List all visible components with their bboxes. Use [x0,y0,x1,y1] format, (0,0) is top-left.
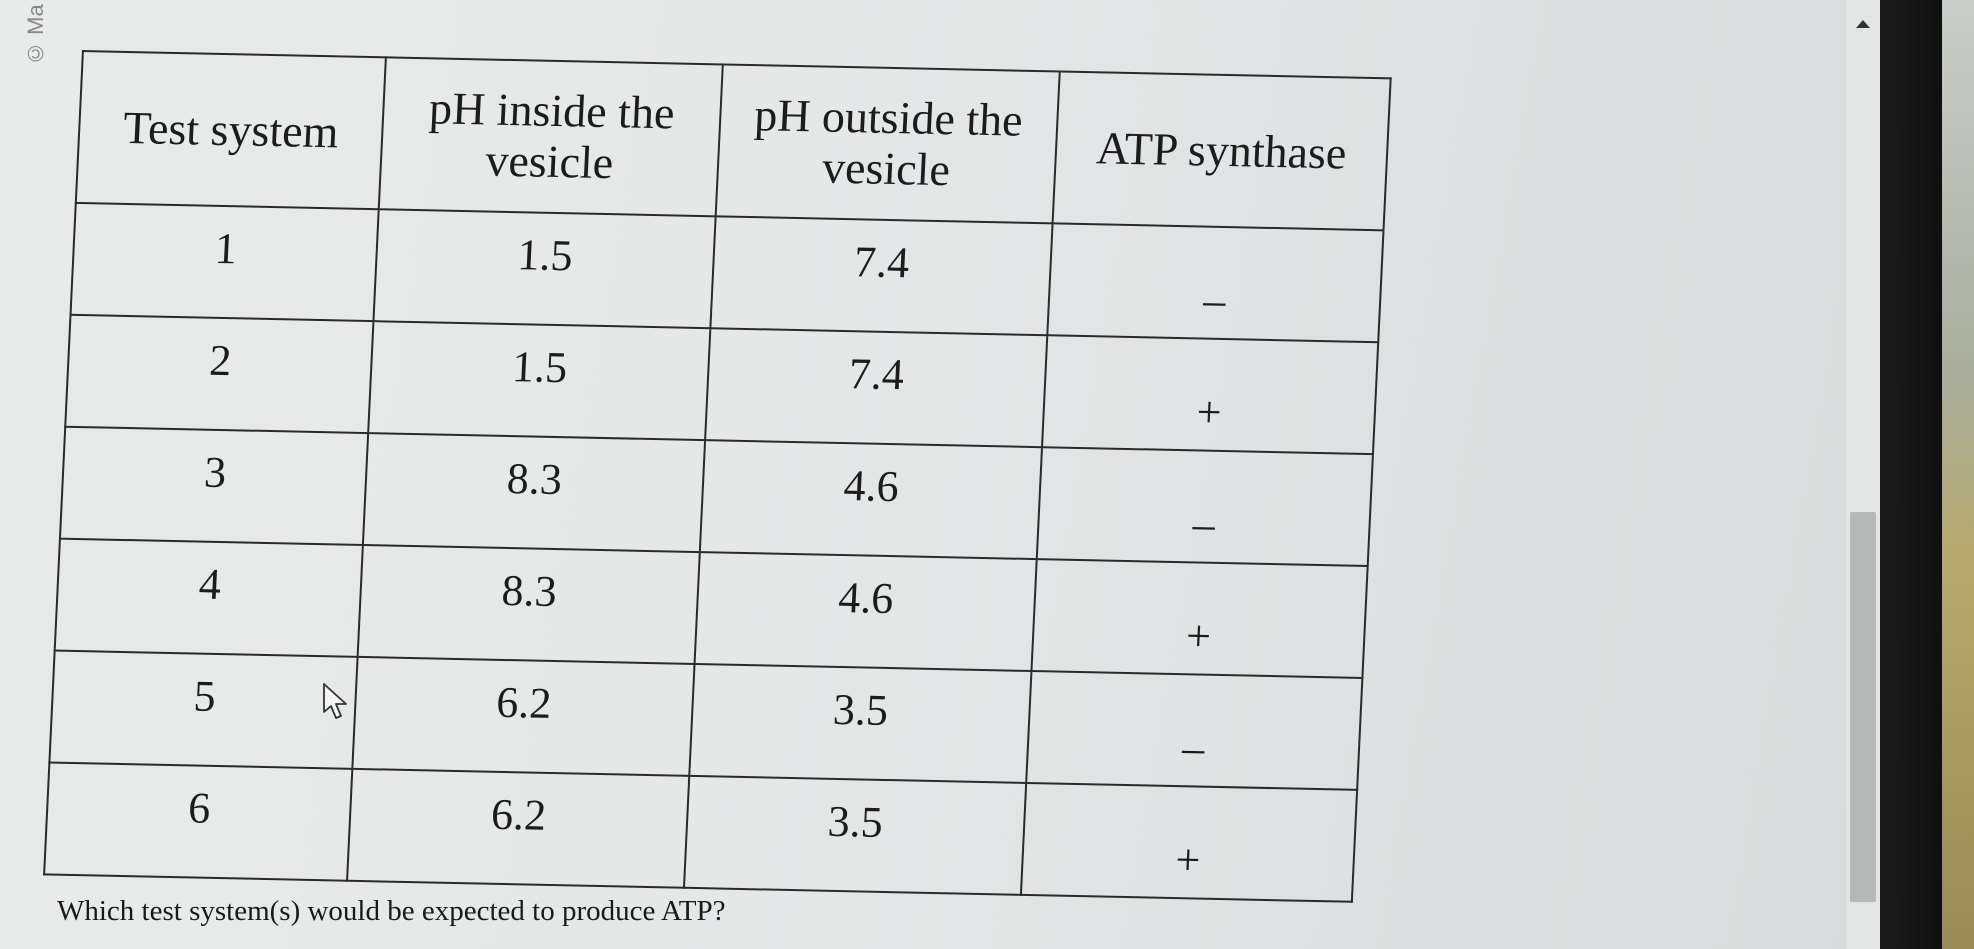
cell-ph-inside [374,209,716,328]
monitor-edge [1942,0,1974,949]
cell-ph-inside [368,321,710,440]
cell-atp-synthase: – [1047,223,1384,342]
cell-text: 7.4 [847,348,906,399]
cell-text: 1 [213,223,238,273]
cell-text: 1.5 [511,341,569,392]
cell-text: 3.5 [826,796,884,847]
cell-ph-inside [363,433,705,552]
cell-text: 5 [192,670,217,721]
cell-text: 6 [187,782,212,833]
data-table [43,50,1392,903]
cell-text: 8.3 [505,453,564,504]
cell-text: 4.6 [837,572,895,623]
data-table-container [46,50,1392,885]
cell-test-system [65,315,373,433]
cell-ph-inside [347,769,689,888]
cell-ph-inside [352,657,694,776]
column-header-atp-synthase: ATP synthase [1052,71,1390,230]
cell-atp-synthase: – [1026,671,1363,790]
column-header-ph-outside: pH outside the vesicle [715,64,1059,223]
cell-text: 1.5 [516,229,574,280]
question-text: Which test system(s) would be expected to produce ATP? [57,895,726,927]
cell-ph-outside [684,776,1026,895]
cell-text: 7.4 [853,236,911,287]
cell-test-system [44,762,352,880]
cell-atp-synthase: + [1021,783,1358,902]
cell-text: 8.3 [500,565,558,616]
cell-ph-outside [689,664,1031,783]
cell-text: 2 [208,335,233,385]
cell-text: 6.2 [495,677,553,728]
cell-test-system [60,427,368,545]
cell-ph-inside [358,545,700,664]
cell-text: 4 [197,559,223,609]
monitor-bezel [1880,0,1942,949]
cell-ph-outside [694,552,1036,671]
cell-text: 4.6 [842,460,900,511]
cell-atp-synthase: – [1036,447,1373,566]
mouse-pointer-icon [322,682,350,724]
cell-ph-outside [699,440,1041,559]
copyright-watermark: © Ma [23,4,48,66]
scrollbar-thumb[interactable] [1850,512,1876,902]
scroll-up-arrow-icon[interactable] [1856,20,1870,28]
cell-ph-outside [705,328,1047,447]
cell-text: 6.2 [489,789,548,840]
cell-atp-synthase: + [1042,335,1379,454]
cell-test-system [71,203,379,321]
cell-text: 3 [203,447,228,497]
cell-ph-outside [710,216,1052,335]
column-header-ph-inside: pH inside the vesicle [379,57,723,216]
column-header-test-system: Test system [76,51,386,209]
cell-test-system [55,539,363,657]
cell-atp-synthase: + [1031,559,1368,678]
cell-text: 3.5 [831,684,890,735]
table-header-row [76,51,1391,230]
cell-test-system [49,651,357,769]
